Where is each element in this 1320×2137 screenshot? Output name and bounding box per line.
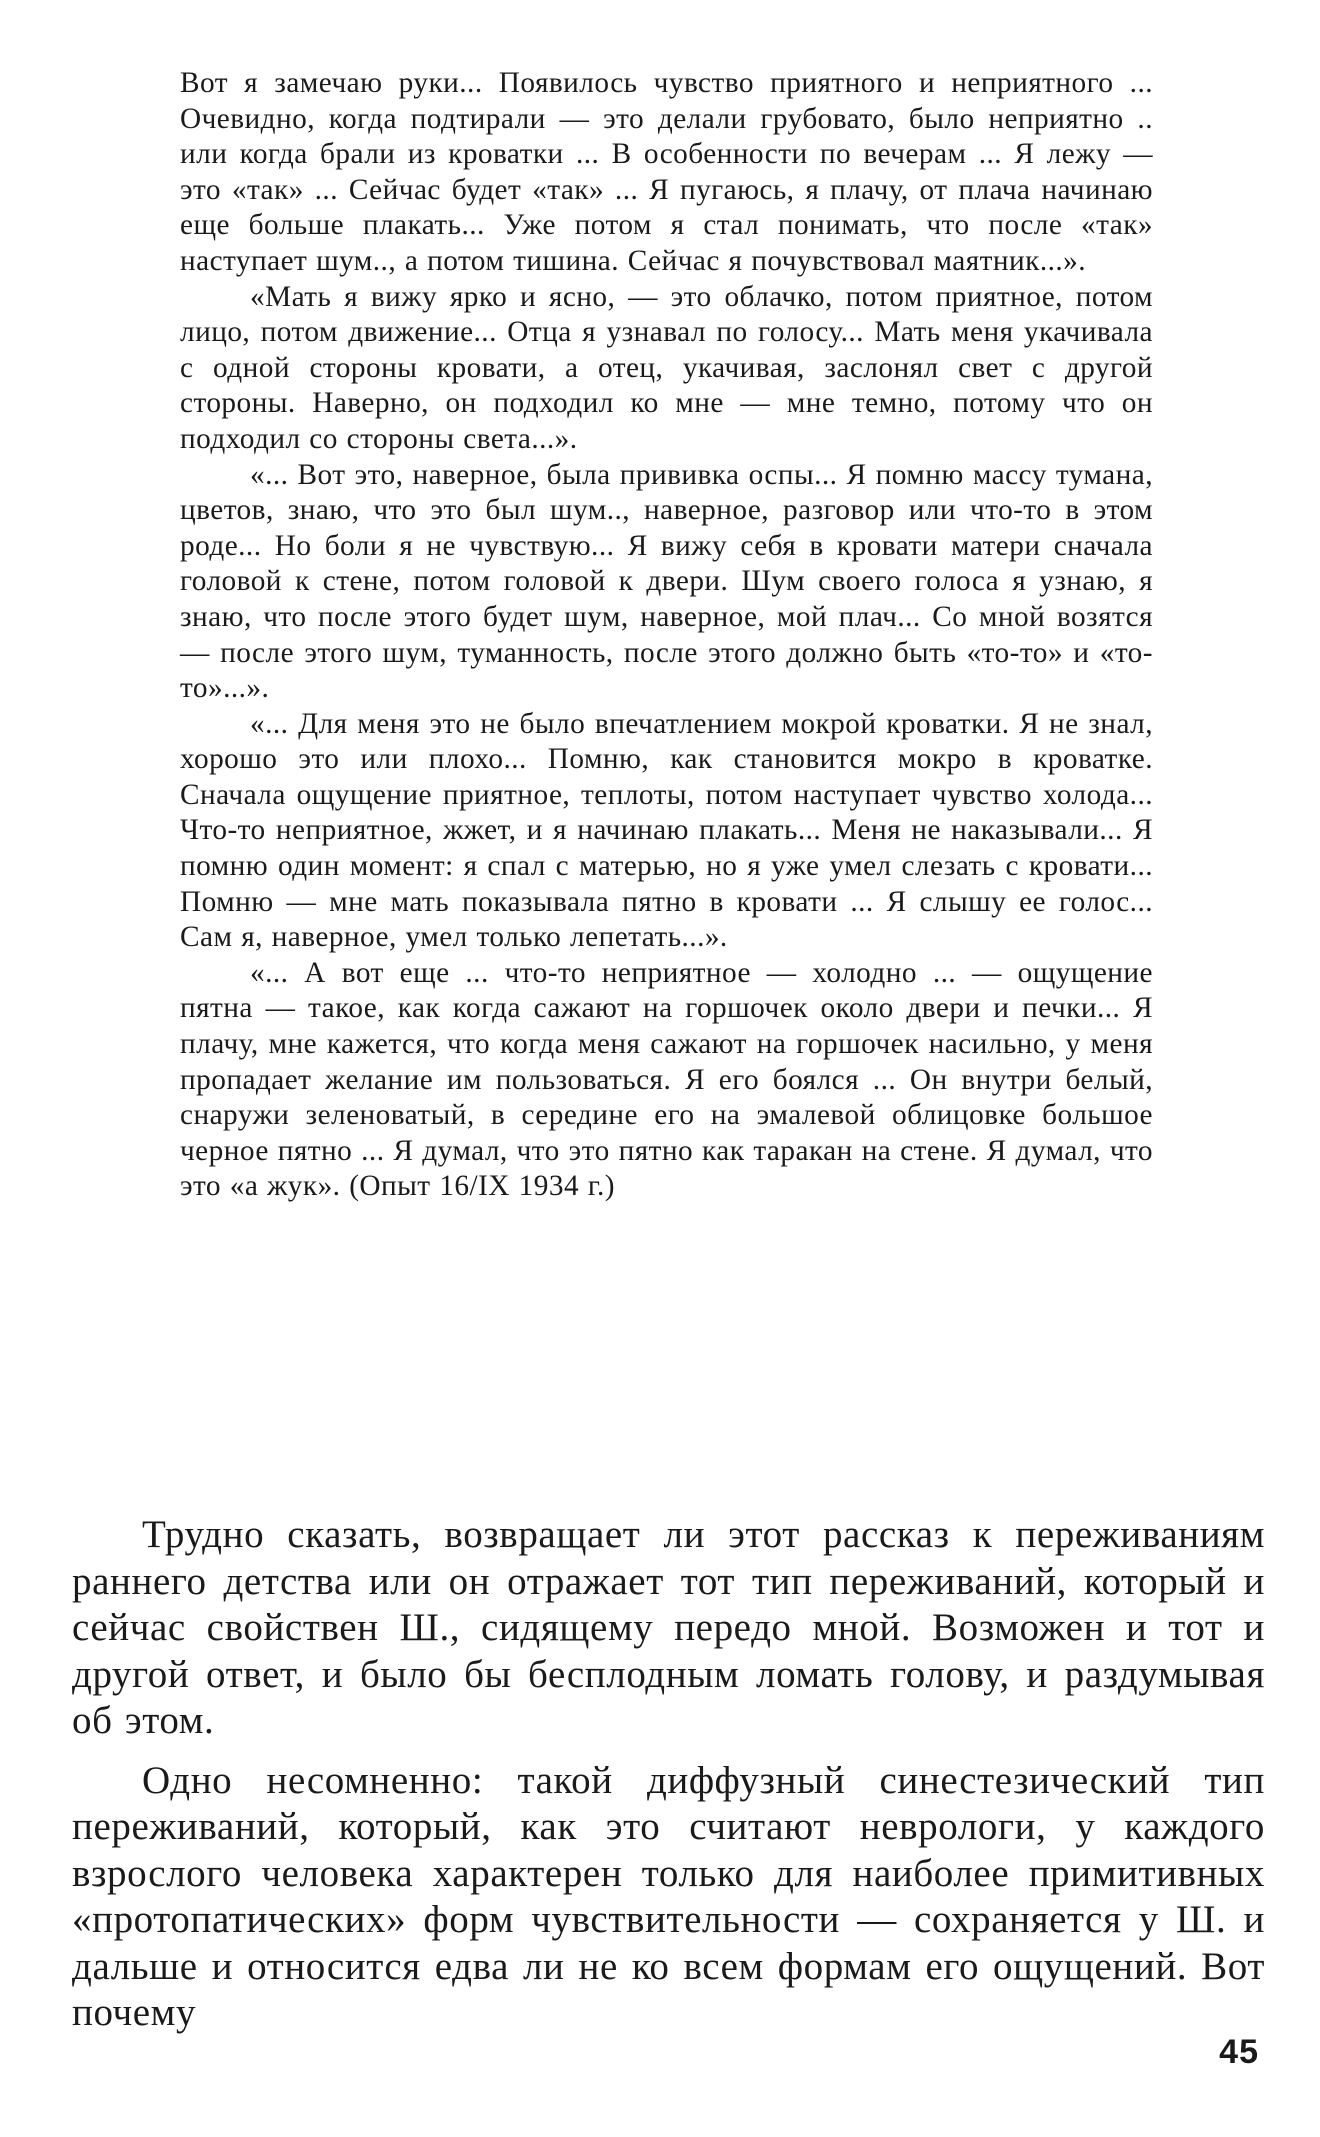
quoted-testimony	[180, 66, 1153, 1205]
quote-paragraph: «... Для меня это не было впечатлением мокрой кроватки. Я не знал, хорошо это или плохо... Помню, как становится мокро в кроватке. Сначала ощущение приятное, теплоты, потом наступает чувство холода... Что-то неприятное, жжет, и я начинаю плакать... Меня не наказывали... Я помню один момент: я спал с матерью, но я уже умел слезать с кровати... Помню — мне мать показывала пятно в кровати ... Я слышу ее голос... Сам я, наверное, умел только лепетать...».	[180, 707, 1153, 954]
body-paragraph: Трудно сказать, возвращает ли этот рассказ к переживаниям раннего детства или он отражает тот тип переживаний, который и сейчас свойствен Ш., сидящему передо мной. Возможен и тот и другой ответ, и было бы бесплодным ломать голову, и раздумывая об этом.	[72, 1513, 1265, 1742]
body-paragraph: Одно несомненно: такой диффузный синестезический тип переживаний, который, как это считают неврологи, у каждого взрослого человека характерен только для наиболее примитивных «протопатических» форм чувствительности — сохраняется у Ш. и дальше и относится едва ли не ко всем формам его ощущений. Вот почему	[72, 1758, 1265, 2034]
quote-paragraph: «Мать я вижу ярко и ясно, — это облачко, потом приятное, потом лицо, потом движение... Отца я узнавал по голосу... Мать меня укачивала с одной стороны кровати, а отец, укачивая, заслонял свет с другой стороны. Наверно, он подходил ко мне — мне темно, потому что он подходил со стороны света...».	[180, 280, 1153, 455]
quote-paragraph: Вот я замечаю руки... Появилось чувство приятного и неприятного ... Очевидно, когда подтирали — это делали грубовато, было неприятно .. или когда брали из кроватки ... В особенности по вечерам ... Я лежу — это «так» ... Сейчас будет «так» ... Я пугаюсь, я плачу, от плача начинаю еще больше плакать... Уже потом я стал понимать, что после «так» наступает шум.., а потом тишина. Сейчас я почувствовал маятник...».	[180, 67, 1153, 277]
quote-paragraph: «... Вот это, наверное, была прививка оспы... Я помню массу тумана, цветов, знаю, что это был шум.., наверное, разговор или что-то в этом роде... Но боли я не чувствую... Я вижу себя в кровати матери сначала головой к стене, потом головой к двери. Шум своего голоса я узнаю, я знаю, что после этого будет шум, наверное, мой плач... Со мной возятся — после этого шум, туманность, после этого должно быть «то-то» и «то-то»...».	[180, 458, 1153, 705]
main-text	[72, 1512, 1265, 2037]
page-number: 45	[1219, 2033, 1259, 2071]
quote-paragraph: «... А вот еще ... что-то неприятное — холодно ... — ощущение пятна — такое, как когда сажают на горшочек около двери и печки... Я плачу, мне кажется, что когда меня сажают на горшочек насильно, у меня пропадает желание им пользоваться. Я его боялся ... Он внутри белый, снаружи зеленоватый, в середине его на эмалевой облицовке большое черное пятно ... Я думал, что это пятно как таракан на стене. Я думал, что это «а жук». (Опыт 16/IX 1934 г.)	[180, 956, 1153, 1203]
